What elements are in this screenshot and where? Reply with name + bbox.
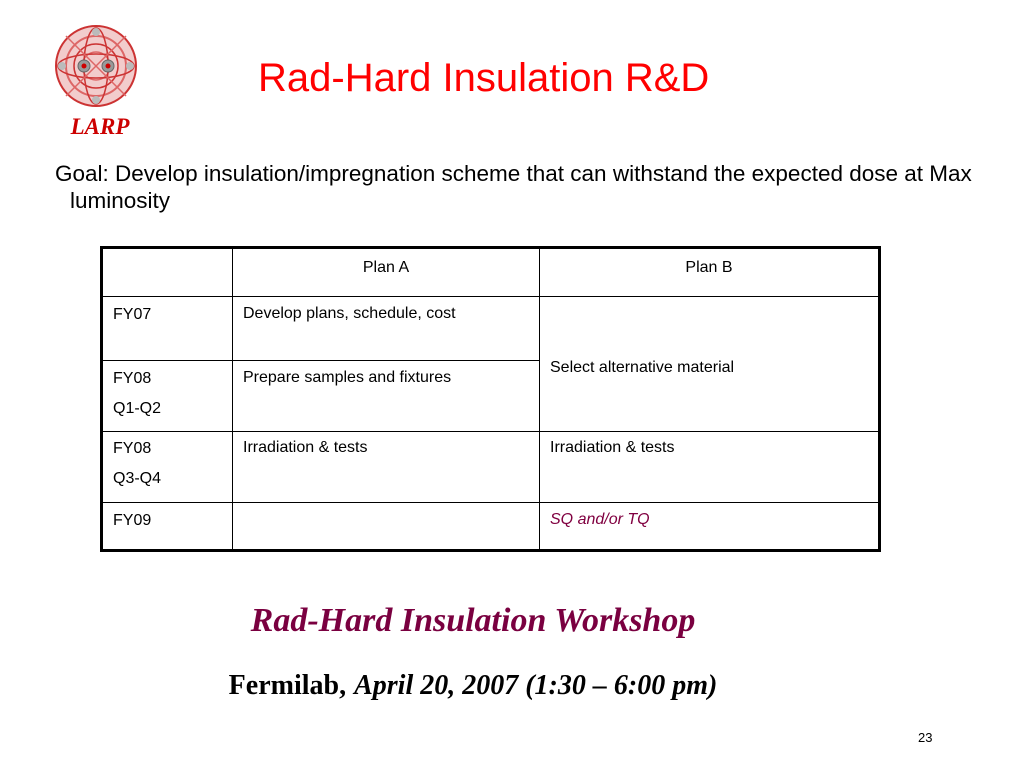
table-row — [102, 297, 880, 361]
plan-a-cell: Irradiation & tests — [233, 432, 540, 503]
period-sublabel: Q1-Q2 — [113, 400, 162, 417]
workshop-venue: Fermilab, — [228, 670, 347, 701]
period-cell — [102, 361, 233, 432]
plan-a-cell — [233, 503, 540, 551]
table-row — [102, 503, 880, 551]
period-cell — [102, 432, 233, 503]
period-cell — [102, 503, 233, 551]
period-label: FY08 — [113, 440, 152, 457]
header-cell-plan-b: Plan B — [540, 248, 880, 297]
goal-text: Goal: Develop insulation/impregnation scheme that can withstand the expected dose at Max luminosity — [55, 161, 972, 213]
plan-b-cell: Select alternative material — [540, 297, 880, 432]
period-cell — [102, 297, 233, 361]
table-row — [102, 432, 880, 503]
period-sublabel: Q3-Q4 — [113, 470, 162, 487]
larp-logo — [50, 24, 142, 140]
period-label: FY08 — [113, 370, 152, 387]
period-label: FY09 — [113, 512, 152, 529]
larp-logo-text: LARP — [70, 114, 130, 139]
header-cell-empty — [102, 248, 233, 297]
plan-table — [100, 246, 881, 552]
plan-a-cell: Prepare samples and fixtures — [233, 361, 540, 432]
plan-b-cell: SQ and/or TQ — [540, 503, 880, 551]
plan-a-cell: Develop plans, schedule, cost — [233, 297, 540, 361]
table-header-row — [102, 248, 880, 297]
magnet-cross-section-icon — [54, 24, 138, 108]
plan-b-cell: Irradiation & tests — [540, 432, 880, 503]
page-number: 23 — [918, 730, 933, 745]
workshop-title: Rad-Hard Insulation Workshop — [250, 602, 696, 639]
header-cell-plan-a: Plan A — [233, 248, 540, 297]
workshop-venue-line — [0, 670, 946, 702]
workshop-date: April 20, 2007 (1:30 – 6:00 pm) — [354, 670, 718, 701]
period-label: FY07 — [113, 306, 152, 323]
slide-title: Rad-Hard Insulation R&D — [258, 56, 710, 100]
